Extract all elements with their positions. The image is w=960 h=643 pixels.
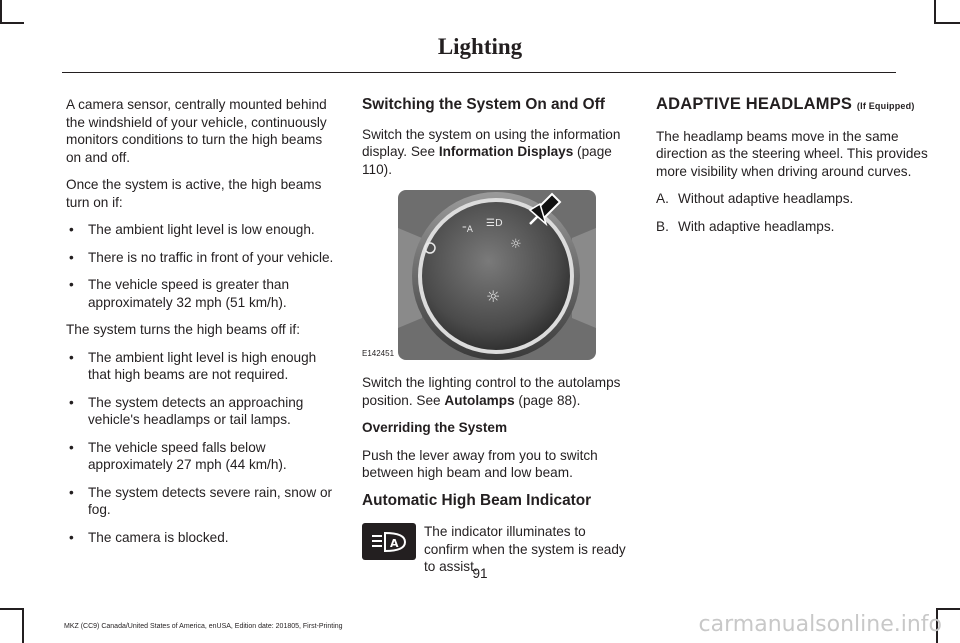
list-item: B. With adaptive headlamps. [656,218,835,234]
list-item: • The ambient light level is low enough. [66,221,338,239]
column-2 [362,96,634,576]
information-displays-link[interactable]: Information Displays [438,144,574,159]
list-item: • The system detects an approaching vehicle's headlamps or tail lamps. [66,394,338,429]
override-heading: Overriding the System [362,420,508,435]
edition-footer: MKZ (CC9) Canada/United States of America, enUSA, Edition date: 201805, First-Printing [64,623,343,630]
autolamps-icon: ⁼A [462,225,473,235]
panel-dimmer-icon: ☼ [486,287,501,306]
high-beam-on-lead: Once the system is active, the high beams turn on if: [66,177,322,210]
autolamps-link[interactable]: Autolamps [444,392,515,408]
column-3 [656,96,928,245]
switching-heading: Switching the System On and Off [362,96,605,113]
page-title: Lighting [437,34,523,59]
headlamp-icon: ☰D [486,218,503,229]
high-beam-off-lead: The system turns the high beams off if: [66,322,300,337]
page-number: 91 [472,566,488,581]
adaptive-headlamps-heading: ADAPTIVE HEADLAMPS (If Equipped) [656,95,915,113]
column-1 [66,96,338,556]
crop-mark [936,608,960,610]
crop-mark [934,22,960,24]
high-beam-off-list [66,349,338,547]
svg-text:A: A [390,536,399,550]
list-item: • The system detects severe rain, snow or fog. [66,484,338,519]
high-beam-on-list [66,221,338,311]
figure-code: E142451 [362,348,395,358]
list-item: A. Without adaptive headlamps. [656,191,854,206]
parking-lamp-icon: ☼ [510,237,522,252]
crop-mark [0,608,24,610]
list-item: • There is no traffic in front of your vehicle. [66,249,338,267]
crop-mark [22,608,24,643]
header-rule [62,72,896,73]
switching-paragraph: Switch the system on using the information display. See Information Displays (page 110). [362,126,621,177]
override-paragraph: Push the lever away from you to switch between high beam and low beam. [362,447,598,480]
list-item: • The ambient light level is high enough that high beams are not required. [66,349,338,384]
adaptive-headlamps-paragraph: The headlamp beams move in the same direction as the steering wheel. This provides more visibility when driving around curves. [656,128,928,179]
auto-high-beam-indicator-icon [362,523,416,560]
list-item: • The vehicle speed is greater than approximately 32 mph (51 km/h). [66,276,338,311]
crop-mark [934,0,936,24]
if-equipped-note: (If Equipped) [856,101,915,111]
lighting-control-figure [362,188,634,362]
crop-mark [0,22,24,24]
list-item: • The camera is blocked. [66,529,338,547]
watermark: carmanualsonline.info [698,612,942,637]
autolamps-paragraph: Switch the lighting control to the autolamps position. See Autolamps (page 88). [362,375,621,408]
crop-mark [0,0,2,24]
lighting-control-illustration [362,188,634,362]
list-item: • The vehicle speed falls below approximately 27 mph (44 km/h). [66,439,338,474]
adaptive-headlamps-list [656,190,928,235]
indicator-heading: Automatic High Beam Indicator [362,491,592,509]
indicator-text: The indicator illuminates to confirm when the system is ready to assist. [424,524,626,574]
intro-paragraph: A camera sensor, centrally mounted behind the windshield of your vehicle, continuously monitors conditions to turn the high beams on and off. [66,97,327,165]
